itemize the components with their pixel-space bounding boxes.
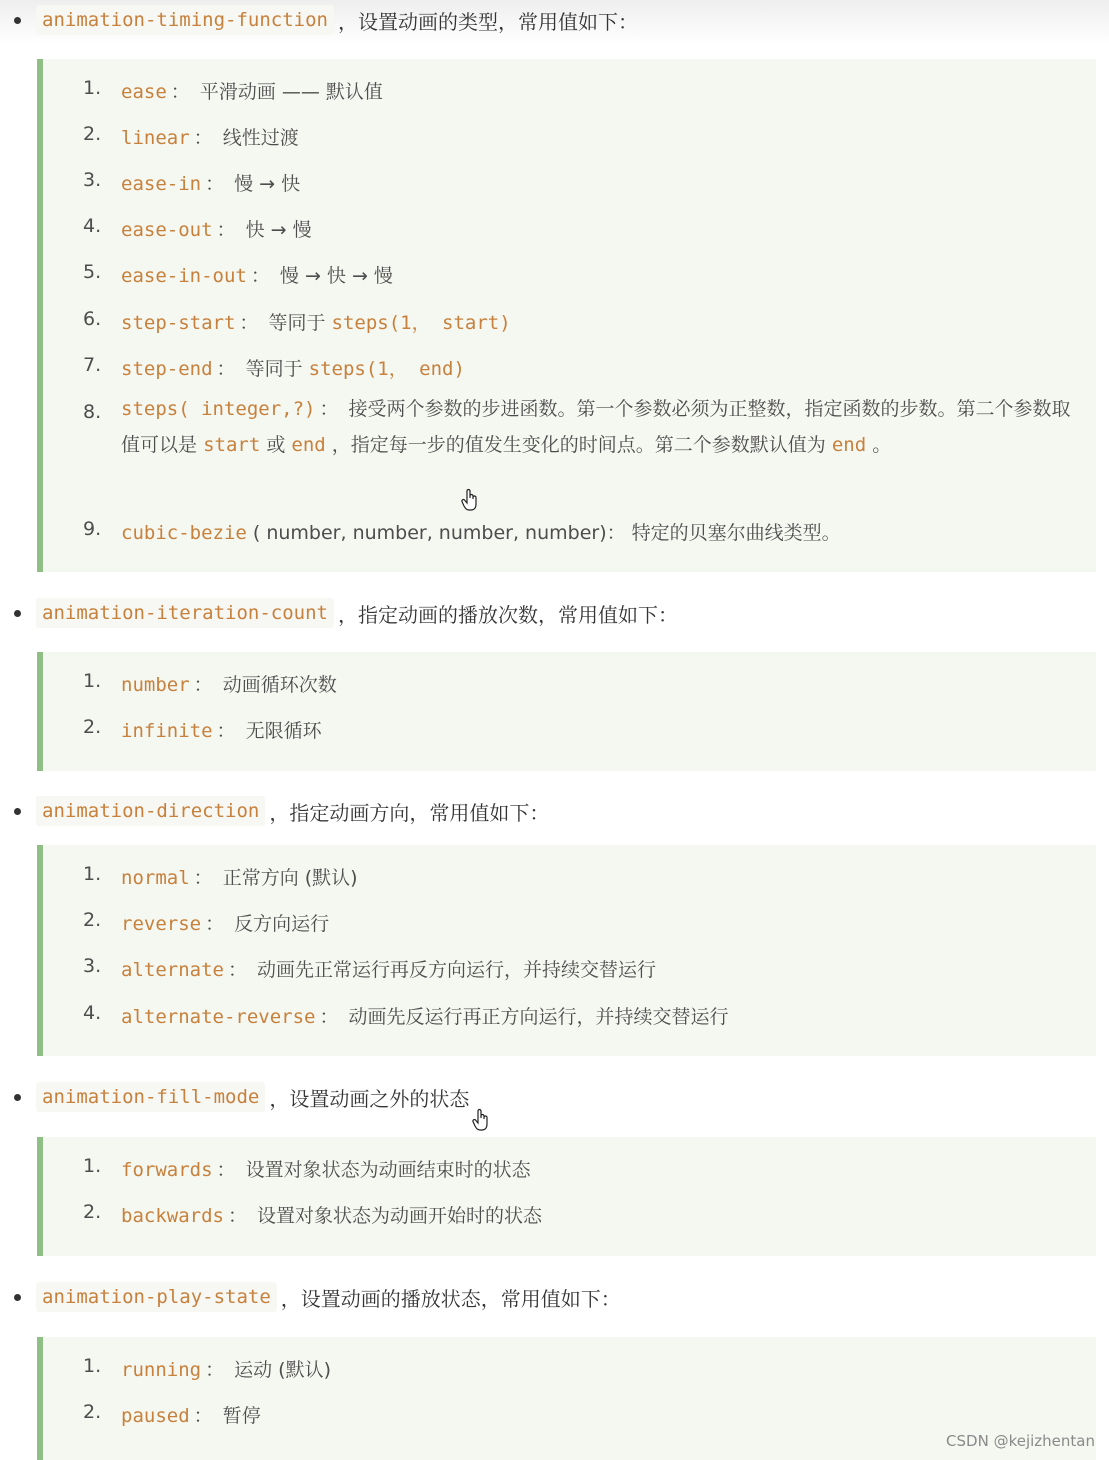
value-code: reverse [121,913,202,935]
separator: ： [193,867,213,889]
bullet-animation-play-state [0,1277,1109,1317]
item-number: 3. [83,169,102,191]
value-text: 动画循环次数 [222,674,337,696]
item-number: 2. [83,716,102,738]
item-number: 2. [83,123,102,145]
item-number: 9. [83,518,102,540]
value-code: ease-in-out [121,265,247,287]
value-text: 设置对象状态为动画结束时的状态 [245,1159,531,1181]
separator: ： [227,1205,247,1227]
separator: ： [205,173,225,195]
value-code: ease [121,81,167,103]
separator: ： [319,398,339,420]
bullet-animation-fill-mode [0,1077,1109,1117]
property-description: ，设置动画的类型，常用值如下： [337,9,638,34]
value-text: 等同于 [268,312,326,334]
value-code: running [121,1359,202,1381]
separator: ： [319,1006,339,1028]
separator: ： [193,1405,213,1427]
bullet-dot [14,1294,21,1301]
separator: ： [216,219,236,241]
value-code: alternate [121,959,224,981]
bullet-dot [14,808,21,815]
bullet-animation-iteration-count [0,593,1109,633]
value-code: ease-out [121,219,213,241]
value-code: paused [121,1405,190,1427]
value-text: 接受两个参数的步进函数。第一个参数必须为正整数，指定函数的步数。第二个参数取值可以是 [121,398,1071,456]
property-description: ，指定动画的播放次数，常用值如下： [337,602,678,627]
item-number: 1. [83,1155,102,1177]
value-text: 无限循环 [245,720,322,742]
property-description: ，指定动画方向，常用值如下： [269,800,550,825]
value-text: 慢 → 快 [234,173,301,195]
value-code-start: start [203,434,261,456]
bullet-dot [14,17,21,24]
value-text: 动画先反运行再正方向运行，并持续交替运行 [348,1006,729,1028]
property-name: animation-direction [36,796,265,826]
item-number: 1. [83,1355,102,1377]
separator: ： [205,1359,225,1381]
separator: ： [193,127,213,149]
value-code: alternate-reverse [121,1006,316,1028]
item-number: 7. [83,354,102,376]
bullet-dot [14,610,21,617]
item-number: 8. [83,401,102,423]
values-blockquote [37,1137,1096,1256]
item-number: 2. [83,1201,102,1223]
bullet-animation-timing-function [0,0,1109,40]
separator: ： [170,81,190,103]
separator: ： [216,358,236,380]
value-text-end: 。 [872,434,892,456]
item-body [121,391,1081,463]
separator: ： [239,312,259,334]
values-blockquote [37,59,1096,572]
item-number: 6. [83,308,102,330]
hand-cursor-icon [471,1108,491,1132]
property-description: ，设置动画的播放状态，常用值如下： [280,1286,621,1311]
property-description: ，设置动画之外的状态 [269,1086,470,1111]
value-text: 暂停 [222,1405,261,1427]
value-text: 运动 (默认) [234,1359,332,1381]
value-code: step-start [121,312,236,334]
value-text-cont: ，指定每一步的值发生变化的时间点。第二个参数默认值为 [331,434,826,456]
value-code: normal [121,867,190,889]
value-text: 快 → 慢 [245,219,312,241]
separator: ： [216,1159,236,1181]
value-code: infinite [121,720,213,742]
value-text: ( number, number, number, number)： 特定的贝塞尔曲线类型。 [252,522,841,544]
watermark: CSDN @kejizhentan [946,1432,1095,1450]
value-text-or: 或 [266,434,286,456]
values-blockquote [37,1337,1096,1460]
separator: ： [205,913,225,935]
hand-cursor-icon [460,488,480,512]
value-text: 线性过渡 [222,127,299,149]
separator: ： [227,959,247,981]
value-code: step-end [121,358,213,380]
value-text: 动画先正常运行再反方向运行，并持续交替运行 [257,959,657,981]
value-code-secondary: steps(1， end) [308,358,465,380]
value-code: linear [121,127,190,149]
bullet-animation-direction [0,791,1109,831]
separator: ： [216,720,236,742]
item-number: 2. [83,1401,102,1423]
value-code: backwards [121,1205,224,1227]
value-code: cubic-bezie [121,522,247,544]
value-text: 平滑动画 —— 默认值 [199,81,383,103]
property-name: animation-iteration-count [36,598,334,628]
value-text: 正常方向 (默认) [222,867,358,889]
value-code-end: end [291,434,326,456]
property-name: animation-fill-mode [36,1082,265,1112]
item-number: 4. [83,215,102,237]
value-text: 等同于 [245,358,303,380]
item-number: 3. [83,955,102,977]
value-text: 设置对象状态为动画开始时的状态 [257,1205,543,1227]
value-code: forwards [121,1159,213,1181]
value-code-end-default: end [831,434,867,456]
separator: ： [250,265,270,287]
item-number: 4. [83,1002,102,1024]
item-number: 5. [83,261,102,283]
values-blockquote [37,845,1096,1056]
value-code: ease-in [121,173,202,195]
value-code: steps( integer,?) [121,398,316,420]
separator: ： [193,674,213,696]
bullet-dot [14,1094,21,1101]
value-text: 慢 → 快 → 慢 [279,265,393,287]
item-number: 1. [83,670,102,692]
property-name: animation-timing-function [36,5,334,35]
value-code: number [121,674,190,696]
value-code-secondary: steps(1， start) [331,312,511,334]
item-number: 1. [83,77,102,99]
property-name: animation-play-state [36,1282,277,1312]
item-number: 2. [83,909,102,931]
values-blockquote [37,652,1096,771]
value-text: 反方向运行 [234,913,330,935]
item-number: 1. [83,863,102,885]
